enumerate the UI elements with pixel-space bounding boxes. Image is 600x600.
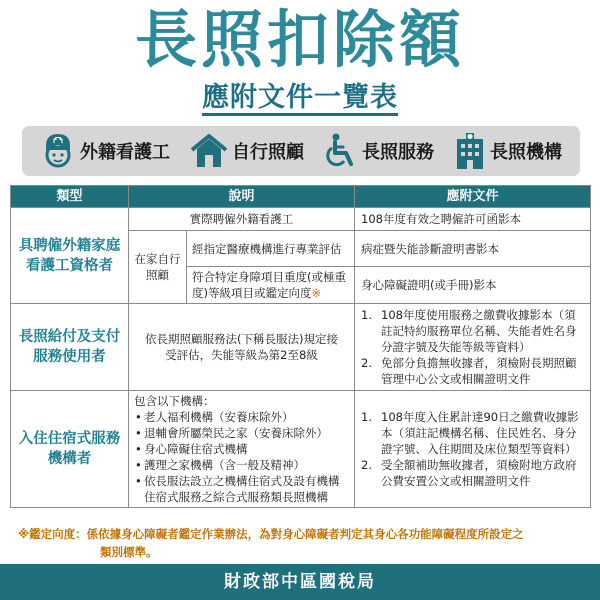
list-text: 免部分負擔無收據者，須檢附長期照顧管理中心公文或相關證明文件 [381, 356, 577, 386]
wheelchair-icon [324, 133, 358, 169]
list-text: 老人福利機構（安養床除外） [144, 410, 294, 424]
list-item [361, 307, 584, 355]
type-foreign-caregiver: 具聘僱外籍家庭看護工資格者 [11, 208, 129, 304]
desc-ltc-institution [129, 391, 355, 508]
header-documents: 應附文件 [355, 186, 591, 208]
category-label: 自行照顧 [232, 142, 304, 163]
list-item [361, 457, 584, 489]
list-text: 身心障礙住宿式機構 [144, 442, 248, 456]
docs-ltc-service [355, 304, 591, 391]
table-header-row [11, 186, 591, 208]
desc-disability-level-text: 符合特定身障項目重度(或極重度)等級項目或鑑定向度 [192, 270, 346, 300]
list-number: 1. [361, 308, 372, 322]
page-title: 長照扣除額 [134, 3, 465, 76]
table-row [11, 208, 591, 231]
desc-professional-assessment: 經指定醫療機構進行專業評估 [187, 231, 355, 267]
building-icon [454, 133, 486, 169]
docs-ltc-institution [355, 391, 591, 508]
list-text: 退輔會所屬榮民之家（安養床除外） [144, 426, 328, 440]
desc-ltc-service: 依長期照顧服務法(下稱長服法)規定接受評估，失能等級為第2至8級 [129, 304, 355, 391]
list-text: 108年度使用服務之繳費收據影本（須註記特約服務單位名稱、失能者姓名身分證字號及失能等級等資料） [381, 308, 577, 354]
desc-hire-caregiver: 實際聘僱外籍看護工 [129, 208, 355, 231]
category-label: 長照機構 [490, 142, 562, 163]
category-ltc-service [324, 133, 434, 169]
category-ltc-institution [454, 133, 562, 169]
category-bar [22, 126, 580, 176]
footnote [18, 525, 588, 561]
desc-home-care: 在家自行照顧 [129, 231, 187, 304]
list-item: • 身心障礙住宿式機構 [135, 442, 248, 456]
doc-disability-certificate: 身心障礙證明(或手冊)影本 [355, 267, 591, 304]
list-text: 依長服法設立之機構住宿式及設有機構住宿式服務之綜合式服務類長照機構 [144, 474, 340, 504]
header-type: 類型 [11, 186, 129, 208]
nurse-icon [40, 132, 76, 170]
desc-intro: 包含以下機構： [134, 394, 215, 408]
type-ltc-institution: 入住住宿式服務機構者 [11, 391, 129, 508]
footnote-line-1: ※鑑定向度：係依據身心障礙者鑑定作業辦法，為對身心障礙者判定其身心各功能障礙程度所設定之 [18, 527, 524, 541]
list-item: • 退輔會所屬榮民之家（安養床除外） [135, 426, 328, 440]
category-label: 長照服務 [362, 142, 434, 163]
list-text: 受全額補助無收據者，須檢附地方政府公費安置公文或相關證明文件 [381, 458, 577, 488]
category-foreign-caregiver [40, 132, 170, 170]
list-text: 108年度入住累計達90日之繳費收據影本（須註記機構名稱、住民姓名、身分證字號、入住期間及床位類型等資料） [381, 410, 579, 456]
type-ltc-service: 長照給付及支付服務使用者 [11, 304, 129, 391]
category-home-care [190, 134, 304, 168]
table-row [11, 391, 591, 508]
desc-disability-level [187, 267, 355, 304]
footer-agency: 財政部中區國稅局 [0, 564, 600, 600]
list-number: 1. [361, 410, 372, 424]
note-mark: ※ [311, 286, 322, 300]
list-text: 護理之家機構（含一般及精神） [144, 458, 305, 472]
list-number: 2. [361, 356, 372, 370]
header-description: 說明 [129, 186, 355, 208]
page-subtitle-text: 應附文件一覽表 [202, 82, 398, 116]
list-number: 2. [361, 458, 372, 472]
list-item: • 依長服法設立之機構住宿式及設有機構住宿式服務之綜合式服務類長照機構 [135, 473, 349, 505]
list-item [361, 355, 584, 387]
table-row [11, 304, 591, 391]
doc-hire-permit: 108年度有效之聘僱許可函影本 [355, 208, 591, 231]
page-subtitle [0, 80, 600, 116]
list-item: • 老人福利機構（安養床除外） [135, 410, 294, 424]
list-item [361, 409, 584, 457]
doc-diagnosis-certificate: 病症暨失能診斷證明書影本 [355, 231, 591, 267]
category-label: 外籍看護工 [80, 142, 170, 163]
house-icon [190, 134, 228, 168]
footnote-line-2: 類別標準。 [100, 545, 158, 559]
list-item: • 護理之家機構（含一般及精神） [135, 458, 305, 472]
documents-table [10, 185, 591, 508]
